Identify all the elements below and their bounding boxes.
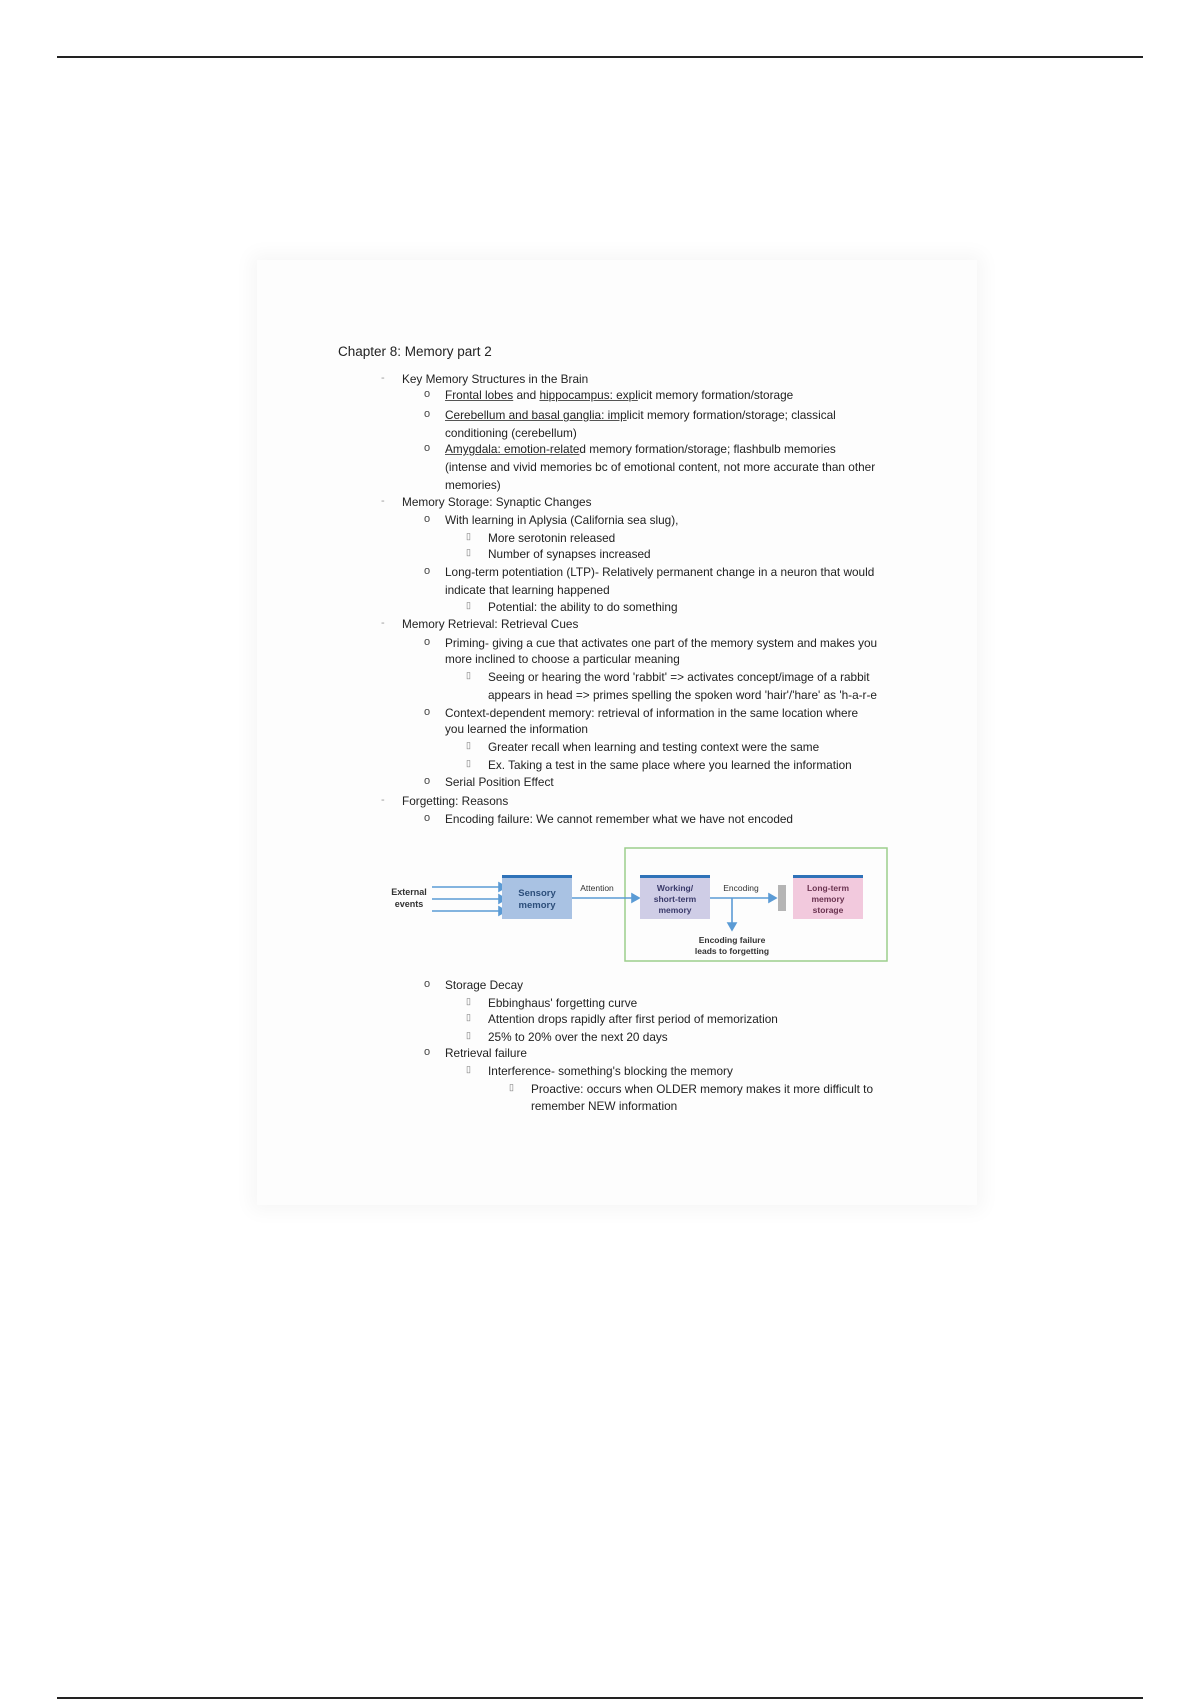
bullet-marker: - bbox=[381, 372, 385, 384]
subsub-marker: ▯ bbox=[466, 1012, 471, 1022]
sub-marker: o bbox=[424, 408, 431, 420]
failure-label-2: leads to forgetting bbox=[694, 946, 770, 956]
sub-marker: o bbox=[424, 978, 431, 990]
note-ebbinghaus: Ebbinghaus' forgetting curve bbox=[488, 996, 638, 1010]
note-attention: Attention drops rapidly after first period of memorization bbox=[488, 1012, 778, 1026]
bullet-marker: - bbox=[381, 794, 385, 806]
note-context: Context-dependent memory: retrieval of information in the same location where bbox=[445, 706, 859, 720]
working-label-3: memory bbox=[658, 905, 692, 915]
note-retrieval-failure: Retrieval failure bbox=[445, 1046, 527, 1060]
note-ltp: Long-term potentiation (LTP)- Relatively permanent change in a neuron that would bbox=[445, 565, 875, 579]
attention-label: Attention bbox=[580, 883, 614, 893]
subsub-marker: ▯ bbox=[466, 600, 471, 610]
encoding-arrow bbox=[710, 894, 776, 930]
sensory-label-1: Sensory bbox=[518, 888, 556, 899]
note-storage-decay: Storage Decay bbox=[445, 978, 524, 992]
note-example: Ex. Taking a test in the same place where you learned the information bbox=[488, 758, 852, 772]
subsubsub-marker: ▯ bbox=[509, 1082, 514, 1092]
subsub-marker: ▯ bbox=[466, 1030, 471, 1040]
failure-label-1: Encoding failure bbox=[698, 935, 766, 945]
longterm-label-1: Long-term bbox=[806, 883, 850, 893]
note-potential: Potential: the ability to do something bbox=[488, 600, 678, 614]
note-proactive-cont: remember NEW information bbox=[531, 1099, 678, 1113]
attention-arrow bbox=[572, 894, 639, 902]
external-arrows bbox=[432, 883, 506, 915]
note-synapses: Number of synapses increased bbox=[488, 547, 651, 561]
sub-marker: o bbox=[424, 775, 431, 787]
note-amygdala: Amygdala: emotion-related memory formation/storage; flashbulb memories bbox=[445, 442, 836, 456]
note-serotonin: More serotonin released bbox=[488, 531, 616, 545]
memory-model-diagram bbox=[380, 845, 890, 965]
bullet-marker: - bbox=[381, 617, 385, 629]
note-rabbit-cont: appears in head => primes spelling the spoken word 'hair'/'hare' as 'h-a-r-e bbox=[488, 688, 877, 702]
top-rule bbox=[57, 56, 1143, 58]
note-cerebellum: Cerebellum and basal ganglia: implicit memory formation/storage; classical bbox=[445, 408, 836, 422]
longterm-label-3: storage bbox=[812, 905, 844, 915]
sub-marker: o bbox=[424, 706, 431, 718]
heading-retrieval: Memory Retrieval: Retrieval Cues bbox=[402, 617, 579, 631]
bottom-rule bbox=[57, 1697, 1143, 1699]
note-percent: 25% to 20% over the next 20 days bbox=[488, 1030, 668, 1044]
sub-marker: o bbox=[424, 636, 431, 648]
note-cerebellum-cont: conditioning (cerebellum) bbox=[445, 426, 577, 440]
note-ltp-cont: indicate that learning happened bbox=[445, 583, 610, 597]
sensory-bar bbox=[502, 875, 572, 878]
note-recall: Greater recall when learning and testing context were the same bbox=[488, 740, 820, 754]
longterm-bar bbox=[793, 875, 863, 878]
encoding-label: Encoding bbox=[723, 883, 759, 893]
working-bar bbox=[640, 875, 710, 878]
bullet-marker: - bbox=[381, 495, 385, 507]
subsub-marker: ▯ bbox=[466, 758, 471, 768]
sub-marker: o bbox=[424, 812, 431, 824]
subsub-marker: ▯ bbox=[466, 996, 471, 1006]
note-interference: Interference- something's blocking the memory bbox=[488, 1064, 733, 1078]
note-proactive: Proactive: occurs when OLDER memory makes it more difficult to bbox=[531, 1082, 874, 1096]
note-frontal-lobes: Frontal lobes and hippocampus: explicit memory formation/storage bbox=[445, 388, 794, 402]
heading-storage: Memory Storage: Synaptic Changes bbox=[402, 495, 592, 509]
external-events-label-1: External bbox=[391, 887, 427, 897]
note-aplysia: With learning in Aplysia (California sea slug), bbox=[445, 513, 679, 527]
note-amygdala-cont2: memories) bbox=[445, 478, 501, 492]
sub-marker: o bbox=[424, 1046, 431, 1058]
page-title: Chapter 8: Memory part 2 bbox=[338, 344, 492, 359]
encoding-block bbox=[778, 885, 786, 911]
sensory-label-2: memory bbox=[518, 900, 556, 911]
sub-marker: o bbox=[424, 442, 431, 454]
sub-marker: o bbox=[424, 565, 431, 577]
heading-forgetting: Forgetting: Reasons bbox=[402, 794, 509, 808]
subsub-marker: ▯ bbox=[466, 740, 471, 750]
sub-marker: o bbox=[424, 513, 431, 525]
longterm-label-2: memory bbox=[811, 894, 845, 904]
note-priming-cont: more inclined to choose a particular meaning bbox=[445, 652, 680, 666]
subsub-marker: ▯ bbox=[466, 531, 471, 541]
working-label-1: Working/ bbox=[656, 883, 694, 893]
note-rabbit: Seeing or hearing the word 'rabbit' => activates concept/image of a rabbit bbox=[488, 670, 870, 684]
working-label-2: short-term bbox=[653, 894, 697, 904]
subsub-marker: ▯ bbox=[466, 670, 471, 680]
subsub-marker: ▯ bbox=[466, 547, 471, 557]
note-serial: Serial Position Effect bbox=[445, 775, 554, 789]
heading-key-structures: Key Memory Structures in the Brain bbox=[402, 372, 589, 386]
note-encoding-failure: Encoding failure: We cannot remember what we have not encoded bbox=[445, 812, 793, 826]
sub-marker: o bbox=[424, 388, 431, 400]
note-priming: Priming- giving a cue that activates one part of the memory system and makes you bbox=[445, 636, 878, 650]
subsub-marker: ▯ bbox=[466, 1064, 471, 1074]
note-amygdala-cont1: (intense and vivid memories bc of emotional content, not more accurate than other bbox=[445, 460, 876, 474]
external-events-label-2: events bbox=[394, 899, 424, 909]
note-context-cont: you learned the information bbox=[445, 722, 588, 736]
